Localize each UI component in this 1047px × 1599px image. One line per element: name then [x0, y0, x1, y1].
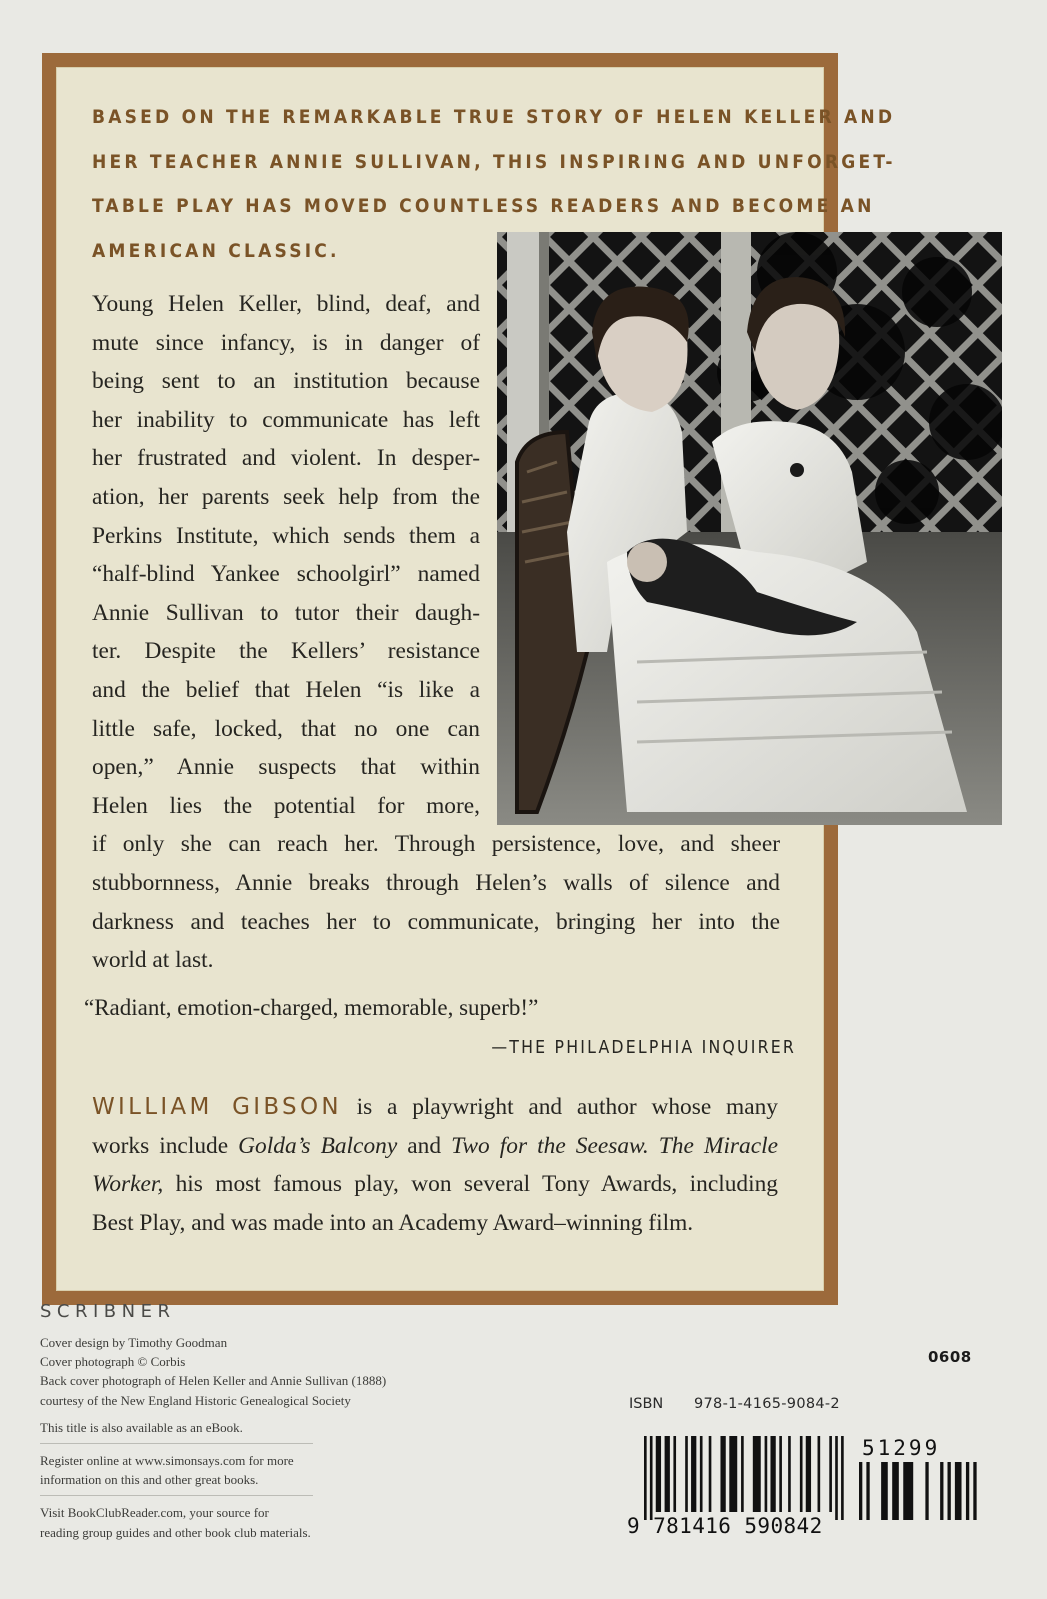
credit-line: Back cover photograph of Helen Keller and Annie Sullivan (1888) — [40, 1373, 387, 1389]
barcode-bar — [753, 1436, 761, 1512]
barcode-bar — [866, 1462, 869, 1520]
barcode-bar — [859, 1462, 862, 1520]
barcode-bar — [841, 1436, 844, 1520]
isbn-number: 978-1-4165-9084-2 — [694, 1396, 840, 1412]
barcode-bar — [955, 1462, 962, 1520]
synopsis-line: being sent to an institution because — [92, 368, 480, 395]
photo-illustration — [497, 232, 1002, 825]
tagline-line: AMERICAN CLASSIC. — [92, 239, 340, 262]
barcode-bar — [788, 1436, 791, 1512]
barcode-bar — [966, 1462, 969, 1520]
credit-line: courtesy of the New England Historic Genealogical Society — [40, 1392, 351, 1408]
barcode-bar — [770, 1436, 775, 1512]
barcode-bar — [691, 1436, 696, 1512]
publisher-logo: SCRIBNER — [40, 1301, 176, 1322]
divider — [40, 1495, 313, 1496]
bio-line — [92, 1127, 778, 1166]
isbn-label: ISBN — [629, 1396, 664, 1412]
review-quote: “Radiant, emotion-charged, memorable, superb!” — [84, 995, 539, 1020]
barcode-bar — [720, 1436, 725, 1512]
synopsis-line: darkness and teaches her to communicate, bringing her into the — [92, 908, 780, 935]
barcode-bar — [765, 1436, 768, 1512]
synopsis-line: Young Helen Keller, blind, deaf, and — [92, 291, 480, 317]
synopsis-line: Helen lies the potential for more, — [92, 792, 480, 819]
barcode-bar — [818, 1436, 821, 1512]
tagline-line: BASED ON THE REMARKABLE TRUE STORY OF HELEN KELLER AND — [92, 106, 896, 128]
synopsis-line: stubbornness, Annie breaks through Helen’s walls of silence and — [92, 869, 780, 896]
synopsis-line: ter. Despite the Kellers’ resistance — [92, 638, 480, 665]
barcode-bar — [650, 1436, 653, 1520]
tagline-line: TABLE PLAY HAS MOVED COUNTLESS READERS AND BECOME AN — [92, 195, 875, 217]
work-title: Worker, — [92, 1171, 164, 1198]
ebook-note: This title is also available as an eBook. — [40, 1419, 243, 1435]
barcode-bar — [656, 1436, 661, 1512]
bio-text: works include — [92, 1132, 239, 1159]
synopsis-line: ation, her parents seek help from the — [92, 483, 480, 510]
synopsis-line: her inability to communicate has left — [92, 406, 480, 433]
author-name: WILLIAM GIBSON — [92, 1094, 342, 1120]
barcode-bar — [779, 1436, 782, 1512]
synopsis-line: mute since infancy, is in danger of — [92, 329, 480, 356]
barcode-bar — [673, 1436, 676, 1512]
bio-text: is a playwright and author whose many — [356, 1094, 778, 1120]
credit-line: Cover design by Timothy Goodman — [40, 1335, 228, 1350]
synopsis-line: Annie Sullivan to tutor their daugh- — [92, 599, 480, 626]
visit-note: reading group guides and other book club materials. — [40, 1524, 311, 1540]
isbn-barcode — [644, 1436, 844, 1520]
price-code: 0608 — [928, 1348, 972, 1366]
credits — [40, 1333, 387, 1542]
price-addon-barcode — [859, 1462, 977, 1520]
synopsis-line: if only she can reach her. Through persistence, love, and sheer — [92, 831, 780, 858]
back-cover-photo — [497, 232, 1002, 825]
tagline-line: HER TEACHER ANNIE SULLIVAN, THIS INSPIRING AND UNFORGET- — [92, 150, 896, 173]
bio-text: and — [397, 1132, 452, 1159]
barcode-bar — [800, 1436, 803, 1512]
synopsis-line: and the belief that Helen “is like a — [92, 676, 480, 703]
barcode-bar — [940, 1462, 943, 1520]
credit-line: Cover photograph © Corbis — [40, 1354, 186, 1370]
synopsis-line: open,” Annie suspects that within — [92, 754, 480, 781]
barcode-digits: 9 781416 590842 — [627, 1514, 823, 1538]
barcode-bar — [709, 1436, 712, 1512]
synopsis-line: world at last. — [92, 947, 214, 974]
register-note: Register online at www.simonsays.com for more — [40, 1453, 294, 1469]
barcode-bar — [835, 1436, 838, 1520]
work-title: Two for the Seesaw. The Miracle — [451, 1132, 778, 1159]
barcode-bar — [892, 1462, 899, 1520]
barcode-bar — [925, 1462, 928, 1520]
register-note: information on this and other great books. — [40, 1472, 259, 1488]
barcode-bar — [881, 1462, 888, 1520]
bio-line: Best Play, and was made into an Academy Award–winning film. — [92, 1209, 694, 1236]
barcode-bar — [685, 1436, 688, 1512]
bio-line — [92, 1088, 778, 1127]
addon-digits: 51299 — [862, 1436, 941, 1460]
barcode-bar — [973, 1462, 976, 1520]
synopsis-line: her frustrated and violent. In desper- — [92, 445, 480, 472]
divider — [40, 1443, 313, 1444]
barcode-bar — [729, 1436, 737, 1512]
visit-note: Visit BookClubReader.com, your source for — [40, 1505, 269, 1521]
barcode-bar — [948, 1462, 951, 1520]
synopsis-line: Perkins Institute, which sends them a — [92, 522, 480, 549]
barcode-bar — [806, 1436, 811, 1512]
bio-text: his most famous play, won several Tony Awards, including — [163, 1171, 778, 1198]
barcode-bar — [741, 1436, 744, 1512]
barcode-bar — [644, 1436, 647, 1520]
barcode-bar — [903, 1462, 913, 1520]
author-bio — [92, 1088, 778, 1242]
review-source: —THE PHILADELPHIA INQUIRER — [491, 1038, 796, 1058]
spacer — [40, 1410, 340, 1418]
bio-line — [92, 1165, 778, 1204]
barcode-bar — [829, 1436, 832, 1512]
barcode-bar — [665, 1436, 670, 1512]
synopsis-line: “half-blind Yankee schoolgirl” named — [92, 561, 480, 588]
work-title: Golda’s Balcony — [238, 1132, 398, 1159]
synopsis-line: little safe, locked, that no one can — [92, 715, 480, 742]
barcode-bar — [700, 1436, 703, 1512]
